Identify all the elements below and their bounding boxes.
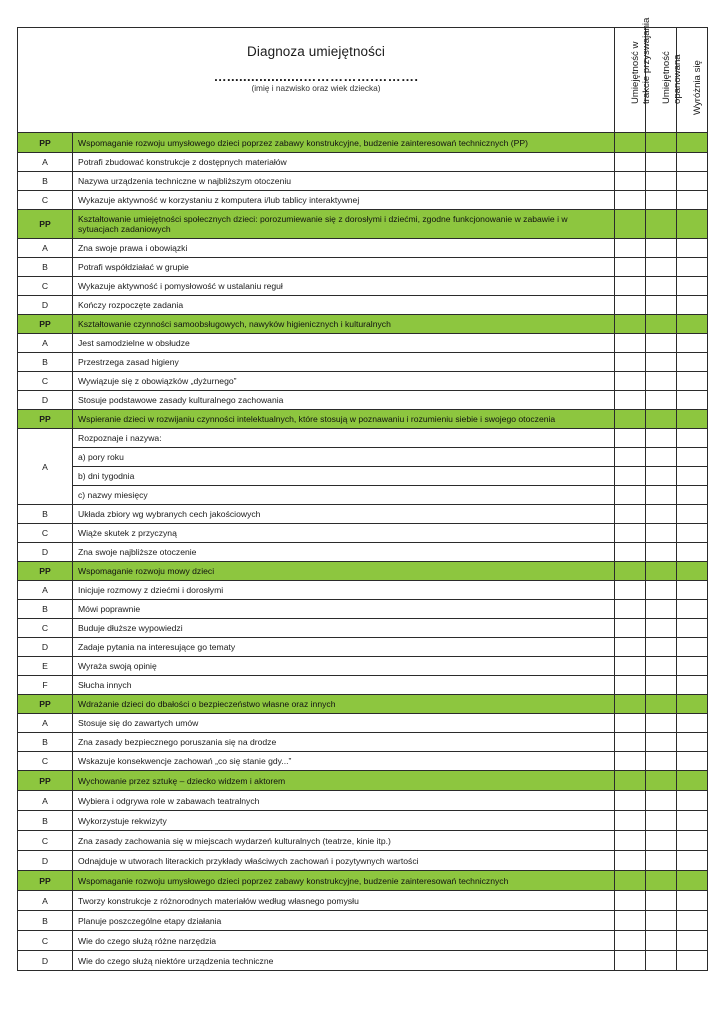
- in-progress-check-cell[interactable]: [615, 951, 646, 971]
- skill-letter: D: [18, 851, 73, 871]
- mastered-check-cell[interactable]: [646, 619, 677, 638]
- section-header-row: [18, 210, 708, 239]
- excels-check-cell: [677, 871, 708, 891]
- skill-description: Potrafi współdziałać w grupie: [73, 258, 615, 277]
- skill-letter: B: [18, 258, 73, 277]
- skill-description: Potrafi zbudować konstrukcje z dostępnych materiałów: [73, 153, 615, 172]
- column-header-label: trakcie przyswajania: [641, 17, 653, 104]
- skill-row: [18, 676, 708, 695]
- mastered-check-cell[interactable]: [646, 791, 677, 811]
- in-progress-check-cell[interactable]: [615, 191, 646, 210]
- page-title: Diagnoza umiejętności: [247, 44, 385, 59]
- in-progress-check-cell[interactable]: [615, 372, 646, 391]
- skill-row: [18, 891, 708, 911]
- section-code: PP: [18, 871, 73, 891]
- skill-row: [18, 239, 708, 258]
- in-progress-check-cell[interactable]: [615, 791, 646, 811]
- skill-row: [18, 191, 708, 210]
- mastered-check-cell: [646, 871, 677, 891]
- mastered-check-cell: [646, 562, 677, 581]
- in-progress-check-cell[interactable]: [615, 239, 646, 258]
- skill-row: [18, 714, 708, 733]
- header-cell: [18, 28, 615, 133]
- skill-letter: B: [18, 172, 73, 191]
- skill-description: Zadaje pytania na interesujące go tematy: [73, 638, 615, 657]
- in-progress-check-cell[interactable]: [615, 486, 646, 505]
- skill-description: Przestrzega zasad higieny: [73, 353, 615, 372]
- excels-check-cell[interactable]: [677, 353, 708, 372]
- in-progress-check-cell[interactable]: [615, 676, 646, 695]
- skill-row: [18, 277, 708, 296]
- mastered-check-cell[interactable]: [646, 277, 677, 296]
- skill-letter: D: [18, 951, 73, 971]
- skill-row: [18, 153, 708, 172]
- in-progress-check-cell[interactable]: [615, 334, 646, 353]
- skill-description: Tworzy konstrukcje z różnorodnych materiałów według własnego pomysłu: [73, 891, 615, 911]
- skill-letter: A: [18, 153, 73, 172]
- in-progress-check-cell[interactable]: [615, 581, 646, 600]
- mastered-check-cell[interactable]: [646, 239, 677, 258]
- skill-description: Wykazuje aktywność i pomysłowość w ustalaniu reguł: [73, 277, 615, 296]
- excels-check-cell: [677, 410, 708, 429]
- excels-check-cell[interactable]: [677, 486, 708, 505]
- excels-check-cell[interactable]: [677, 334, 708, 353]
- skill-letter: C: [18, 524, 73, 543]
- section-title: Wdrażanie dzieci do dbałości o bezpieczeństwo własne oraz innych: [73, 695, 615, 714]
- mastered-check-cell: [646, 410, 677, 429]
- skill-description: Mówi poprawnie: [73, 600, 615, 619]
- skill-row: [18, 334, 708, 353]
- in-progress-check-cell: [615, 133, 646, 153]
- section-title: Kształtowanie czynności samoobsługowych, nawyków higienicznych i kulturalnych: [73, 315, 615, 334]
- excels-check-cell: [677, 315, 708, 334]
- in-progress-check-cell[interactable]: [615, 733, 646, 752]
- skill-letter: B: [18, 505, 73, 524]
- skill-description: Wykazuje aktywność w korzystaniu z komputera i/lub tablicy interaktywnej: [73, 191, 615, 210]
- table-body: [18, 17, 708, 971]
- section-title: Wspieranie dzieci w rozwijaniu czynności intelektualnych, które stosują w poznawaniu i rozumieniu siebie i swojego otoczenia: [73, 410, 615, 429]
- in-progress-check-cell[interactable]: [615, 911, 646, 931]
- excels-check-cell[interactable]: [677, 372, 708, 391]
- in-progress-check-cell[interactable]: [615, 851, 646, 871]
- skill-row: [18, 505, 708, 524]
- section-title: Wspomaganie rozwoju umysłowego dzieci poprzez zabawy konstrukcyjne, budzenie zainteresowań technicznych: [73, 871, 615, 891]
- excels-check-cell[interactable]: [677, 581, 708, 600]
- mastered-check-cell[interactable]: [646, 334, 677, 353]
- excels-check-cell[interactable]: [677, 505, 708, 524]
- section-header-row: [18, 695, 708, 714]
- skill-letter: A: [18, 239, 73, 258]
- excels-check-cell[interactable]: [677, 891, 708, 911]
- skill-row: [18, 486, 708, 505]
- excels-check-cell: [677, 133, 708, 153]
- mastered-check-cell: [646, 771, 677, 791]
- in-progress-check-cell[interactable]: [615, 752, 646, 771]
- skill-letter: B: [18, 600, 73, 619]
- skill-row: [18, 851, 708, 871]
- excels-check-cell[interactable]: [677, 733, 708, 752]
- skill-letter: C: [18, 831, 73, 851]
- column-header-excels: [677, 28, 708, 133]
- skill-row: [18, 600, 708, 619]
- skill-description: Wie do czego służą różne narzędzia: [73, 931, 615, 951]
- section-code: PP: [18, 315, 73, 334]
- skill-letter: C: [18, 277, 73, 296]
- mastered-check-cell[interactable]: [646, 752, 677, 771]
- in-progress-check-cell[interactable]: [615, 811, 646, 831]
- section-header-row: [18, 562, 708, 581]
- in-progress-check-cell[interactable]: [615, 891, 646, 911]
- excels-check-cell[interactable]: [677, 951, 708, 971]
- skill-row: [18, 372, 708, 391]
- skill-description: Zna zasady zachowania się w miejscach wydarzeń kulturalnych (teatrze, kinie itp.): [73, 831, 615, 851]
- mastered-check-cell[interactable]: [646, 657, 677, 676]
- skill-row: [18, 811, 708, 831]
- skill-description: Wywiązuje się z obowiązków „dyżurnego”: [73, 372, 615, 391]
- excels-check-cell[interactable]: [677, 239, 708, 258]
- in-progress-check-cell: [615, 695, 646, 714]
- excels-check-cell[interactable]: [677, 752, 708, 771]
- column-header-label: Umiejętność w: [630, 41, 642, 104]
- in-progress-check-cell: [615, 315, 646, 334]
- section-title: Wspomaganie rozwoju umysłowego dzieci poprzez zabawy konstrukcyjne, budzenie zainteresowań technicznych (PP): [73, 133, 615, 153]
- mastered-check-cell[interactable]: [646, 486, 677, 505]
- skills-assessment-table: [17, 17, 708, 971]
- in-progress-check-cell[interactable]: [615, 505, 646, 524]
- excels-check-cell[interactable]: [677, 676, 708, 695]
- name-fill-line: …...................…………….……….: [213, 69, 419, 84]
- excels-check-cell[interactable]: [677, 543, 708, 562]
- skill-letter: A: [18, 429, 73, 505]
- mastered-check-cell: [646, 315, 677, 334]
- excels-check-cell[interactable]: [677, 911, 708, 931]
- mastered-check-cell[interactable]: [646, 524, 677, 543]
- in-progress-check-cell[interactable]: [615, 638, 646, 657]
- skill-row: [18, 931, 708, 951]
- skill-row: [18, 657, 708, 676]
- column-header-label: Umiejętność: [661, 51, 673, 104]
- skill-description: Zna swoje prawa i obowiązki: [73, 239, 615, 258]
- section-header-row: [18, 771, 708, 791]
- mastered-check-cell[interactable]: [646, 951, 677, 971]
- mastered-check-cell[interactable]: [646, 353, 677, 372]
- in-progress-check-cell[interactable]: [615, 258, 646, 277]
- skill-row: [18, 448, 708, 467]
- skill-letter: A: [18, 891, 73, 911]
- section-code: PP: [18, 771, 73, 791]
- in-progress-check-cell[interactable]: [615, 296, 646, 315]
- skill-description: Wskazuje konsekwencje zachowań „co się stanie gdy...”: [73, 752, 615, 771]
- mastered-check-cell[interactable]: [646, 638, 677, 657]
- skill-row: [18, 467, 708, 486]
- skill-row: [18, 172, 708, 191]
- excels-check-cell: [677, 695, 708, 714]
- mastered-check-cell[interactable]: [646, 153, 677, 172]
- skill-row: [18, 581, 708, 600]
- skill-letter: C: [18, 752, 73, 771]
- skill-description: Wykorzystuje rekwizyty: [73, 811, 615, 831]
- excels-check-cell[interactable]: [677, 714, 708, 733]
- mastered-check-cell[interactable]: [646, 372, 677, 391]
- column-header-in-progress: [615, 17, 653, 133]
- in-progress-check-cell: [615, 562, 646, 581]
- in-progress-check-cell[interactable]: [615, 172, 646, 191]
- skill-description: Wie do czego służą niektóre urządzenia techniczne: [73, 951, 615, 971]
- excels-check-cell[interactable]: [677, 851, 708, 871]
- skill-description: Inicjuje rozmowy z dziećmi i dorosłymi: [73, 581, 615, 600]
- in-progress-check-cell[interactable]: [615, 714, 646, 733]
- excels-check-cell[interactable]: [677, 448, 708, 467]
- skill-row: [18, 752, 708, 771]
- section-code: PP: [18, 133, 73, 153]
- section-title: Wspomaganie rozwoju mowy dzieci: [73, 562, 615, 581]
- mastered-check-cell[interactable]: [646, 831, 677, 851]
- mastered-check-cell[interactable]: [646, 296, 677, 315]
- in-progress-check-cell[interactable]: [615, 619, 646, 638]
- skill-row: [18, 543, 708, 562]
- section-title: Kształtowanie umiejętności społecznych dzieci: porozumiewanie się z dorosłymi i dziećmi, zgodne funkcjonowanie w zabawie i w sytuacjach zadaniowych: [73, 210, 615, 239]
- excels-check-cell[interactable]: [677, 600, 708, 619]
- excels-check-cell: [677, 771, 708, 791]
- excels-check-cell[interactable]: [677, 638, 708, 657]
- mastered-check-cell: [646, 695, 677, 714]
- skill-description: Buduje dłuższe wypowiedzi: [73, 619, 615, 638]
- in-progress-check-cell[interactable]: [615, 657, 646, 676]
- excels-check-cell[interactable]: [677, 791, 708, 811]
- excels-check-cell[interactable]: [677, 467, 708, 486]
- skill-description: Jest samodzielne w obsłudze: [73, 334, 615, 353]
- section-code: PP: [18, 695, 73, 714]
- mastered-check-cell[interactable]: [646, 931, 677, 951]
- excels-check-cell: [677, 210, 708, 239]
- skill-row: [18, 911, 708, 931]
- section-title: Wychowanie przez sztukę – dziecko widzem i aktorem: [73, 771, 615, 791]
- skill-letter: C: [18, 191, 73, 210]
- skill-row: [18, 638, 708, 657]
- skill-description: Zna zasady bezpiecznego poruszania się na drodze: [73, 733, 615, 752]
- in-progress-check-cell[interactable]: [615, 153, 646, 172]
- skill-row: [18, 391, 708, 410]
- skill-description: Odnajduje w utworach literackich przykłady właściwych zachowań i pozytywnych wartości: [73, 851, 615, 871]
- skill-description: Słucha innych: [73, 676, 615, 695]
- mastered-check-cell[interactable]: [646, 172, 677, 191]
- excels-check-cell[interactable]: [677, 296, 708, 315]
- skill-letter: E: [18, 657, 73, 676]
- mastered-check-cell[interactable]: [646, 891, 677, 911]
- in-progress-check-cell: [615, 771, 646, 791]
- skill-row: [18, 258, 708, 277]
- skill-row: [18, 831, 708, 851]
- section-header-row: [18, 133, 708, 153]
- in-progress-check-cell[interactable]: [615, 353, 646, 372]
- excels-check-cell[interactable]: [677, 391, 708, 410]
- skill-letter: B: [18, 811, 73, 831]
- skill-letter: D: [18, 296, 73, 315]
- skill-letter: B: [18, 733, 73, 752]
- skill-description: c) nazwy miesięcy: [73, 486, 615, 505]
- skill-letter: C: [18, 372, 73, 391]
- in-progress-check-cell[interactable]: [615, 467, 646, 486]
- in-progress-check-cell: [615, 410, 646, 429]
- excels-check-cell[interactable]: [677, 172, 708, 191]
- excels-check-cell[interactable]: [677, 619, 708, 638]
- mastered-check-cell: [646, 210, 677, 239]
- skill-letter: B: [18, 911, 73, 931]
- skill-description: Układa zbiory wg wybranych cech jakościowych: [73, 505, 615, 524]
- skill-row: [18, 619, 708, 638]
- skill-letter: B: [18, 353, 73, 372]
- excels-check-cell[interactable]: [677, 524, 708, 543]
- section-code: PP: [18, 562, 73, 581]
- skill-letter: C: [18, 619, 73, 638]
- mastered-check-cell: [646, 133, 677, 153]
- skill-description: a) pory roku: [73, 448, 615, 467]
- in-progress-check-cell[interactable]: [615, 831, 646, 851]
- skill-letter: D: [18, 391, 73, 410]
- skill-description: Planuje poszczególne etapy działania: [73, 911, 615, 931]
- excels-check-cell[interactable]: [677, 191, 708, 210]
- excels-check-cell[interactable]: [677, 258, 708, 277]
- skill-description: Stosuje się do zawartych umów: [73, 714, 615, 733]
- mastered-check-cell[interactable]: [646, 429, 677, 448]
- excels-check-cell[interactable]: [677, 931, 708, 951]
- skill-letter: F: [18, 676, 73, 695]
- excels-check-cell[interactable]: [677, 657, 708, 676]
- column-header-label: Wyróżnia się: [692, 60, 704, 115]
- in-progress-check-cell[interactable]: [615, 600, 646, 619]
- mastered-check-cell[interactable]: [646, 258, 677, 277]
- skill-description: b) dni tygodnia: [73, 467, 615, 486]
- mastered-check-cell[interactable]: [646, 391, 677, 410]
- skill-description: Stosuje podstawowe zasady kulturalnego zachowania: [73, 391, 615, 410]
- name-hint: (imię i nazwisko oraz wiek dziecka): [251, 83, 381, 93]
- skill-row: [18, 296, 708, 315]
- excels-check-cell: [677, 562, 708, 581]
- mastered-check-cell[interactable]: [646, 676, 677, 695]
- skill-row: [18, 951, 708, 971]
- skill-description: Wybiera i odgrywa role w zabawach teatralnych: [73, 791, 615, 811]
- mastered-check-cell[interactable]: [646, 191, 677, 210]
- excels-check-cell[interactable]: [677, 831, 708, 851]
- section-header-row: [18, 410, 708, 429]
- mastered-check-cell[interactable]: [646, 543, 677, 562]
- skill-letter: D: [18, 543, 73, 562]
- skill-row: [18, 429, 708, 448]
- skill-letter: A: [18, 581, 73, 600]
- in-progress-check-cell[interactable]: [615, 277, 646, 296]
- mastered-check-cell[interactable]: [646, 505, 677, 524]
- skill-description: Zna swoje najbliższe otoczenie: [73, 543, 615, 562]
- excels-check-cell[interactable]: [677, 429, 708, 448]
- skill-letter: C: [18, 931, 73, 951]
- skill-row: [18, 353, 708, 372]
- in-progress-check-cell[interactable]: [615, 524, 646, 543]
- skill-letter: A: [18, 334, 73, 353]
- mastered-check-cell[interactable]: [646, 911, 677, 931]
- in-progress-check-cell[interactable]: [615, 429, 646, 448]
- skill-description: Nazywa urządzenia techniczne w najbliższym otoczeniu: [73, 172, 615, 191]
- skill-row: [18, 524, 708, 543]
- in-progress-check-cell: [615, 210, 646, 239]
- section-code: PP: [18, 410, 73, 429]
- mastered-check-cell[interactable]: [646, 581, 677, 600]
- skill-description: Wiąże skutek z przyczyną: [73, 524, 615, 543]
- column-header-label: opanowana: [672, 54, 684, 104]
- skill-description: Kończy rozpoczęte zadania: [73, 296, 615, 315]
- section-header-row: [18, 315, 708, 334]
- mastered-check-cell[interactable]: [646, 467, 677, 486]
- mastered-check-cell[interactable]: [646, 851, 677, 871]
- mastered-check-cell[interactable]: [646, 448, 677, 467]
- excels-check-cell[interactable]: [677, 277, 708, 296]
- skill-description: Wyraża swoją opinię: [73, 657, 615, 676]
- skill-description: Rozpoznaje i nazywa:: [73, 429, 615, 448]
- skill-letter: A: [18, 791, 73, 811]
- mastered-check-cell[interactable]: [646, 714, 677, 733]
- mastered-check-cell[interactable]: [646, 733, 677, 752]
- in-progress-check-cell[interactable]: [615, 448, 646, 467]
- excels-check-cell[interactable]: [677, 811, 708, 831]
- mastered-check-cell[interactable]: [646, 811, 677, 831]
- header-row: [18, 28, 708, 133]
- column-header-mastered: [646, 28, 684, 133]
- section-code: PP: [18, 210, 73, 239]
- skill-row: [18, 791, 708, 811]
- skill-letter: A: [18, 714, 73, 733]
- in-progress-check-cell[interactable]: [615, 543, 646, 562]
- section-header-row: [18, 871, 708, 891]
- skill-letter: D: [18, 638, 73, 657]
- skill-row: [18, 733, 708, 752]
- mastered-check-cell[interactable]: [646, 600, 677, 619]
- in-progress-check-cell[interactable]: [615, 391, 646, 410]
- in-progress-check-cell[interactable]: [615, 931, 646, 951]
- in-progress-check-cell: [615, 871, 646, 891]
- excels-check-cell[interactable]: [677, 153, 708, 172]
